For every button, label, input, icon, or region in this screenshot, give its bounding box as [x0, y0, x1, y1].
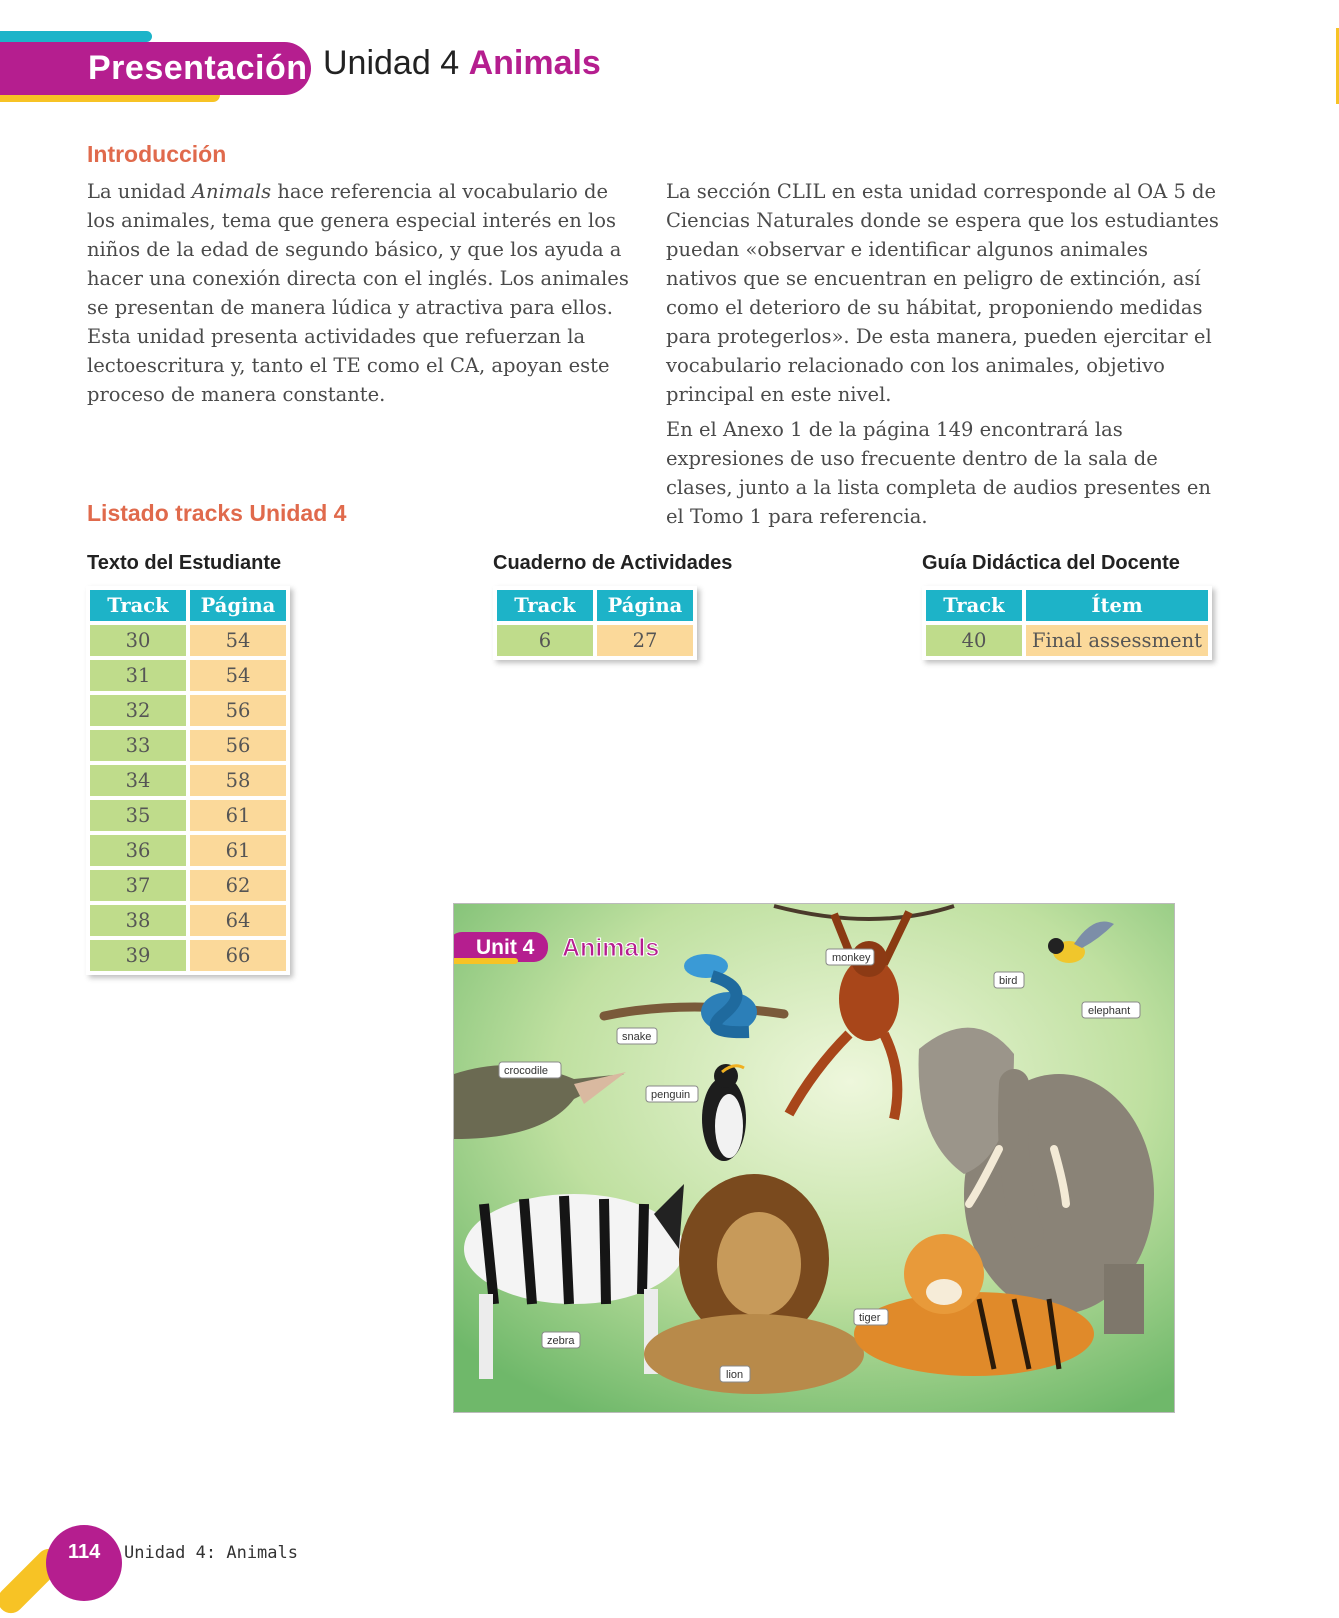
te-cell-track: 37 — [90, 870, 186, 901]
te-cell-value: 54 — [190, 625, 286, 656]
te-cell-value: 61 — [190, 800, 286, 831]
te-table-row — [90, 800, 286, 831]
gdd-cell-value: Final assessment — [1026, 625, 1208, 656]
gdd-header-track: Track — [926, 590, 1022, 621]
intro-left-italic: Animals — [191, 180, 272, 203]
svg-text:monkey: monkey — [832, 952, 871, 964]
te-cell-track: 36 — [90, 835, 186, 866]
label-monkey — [826, 949, 874, 965]
te-table-row — [90, 660, 286, 691]
ca-table-row — [497, 625, 693, 656]
intro-left-column — [87, 177, 632, 415]
label-tiger — [854, 1309, 888, 1325]
label-snake — [617, 1028, 657, 1044]
label-zebra — [542, 1332, 580, 1348]
picture-unit-badge: Unit 4 — [476, 936, 535, 959]
svg-text:crocodile: crocodile — [504, 1065, 549, 1077]
te-header-page: Página — [190, 590, 286, 621]
ca-header-track: Track — [497, 590, 593, 621]
te-table-row — [90, 870, 286, 901]
svg-text:bird: bird — [999, 975, 1018, 987]
gdd-tracks-table — [922, 586, 1212, 660]
te-table-row — [90, 730, 286, 761]
label-penguin — [646, 1086, 698, 1102]
gdd-table-title: Guía Didáctica del Docente — [922, 552, 1180, 574]
te-cell-track: 39 — [90, 940, 186, 971]
te-cell-track: 30 — [90, 625, 186, 656]
te-header-track: Track — [90, 590, 186, 621]
gdd-table-row — [926, 625, 1208, 656]
svg-text:snake: snake — [622, 1031, 652, 1043]
unit-label: Unidad 4 — [323, 44, 460, 82]
te-cell-track: 35 — [90, 800, 186, 831]
label-bird — [994, 972, 1024, 988]
picture-title-text: Animals — [562, 934, 660, 962]
ca-table-title: Cuaderno de Actividades — [493, 552, 733, 574]
header-accent-teal — [0, 31, 152, 42]
te-cell-track: 31 — [90, 660, 186, 691]
label-elephant — [1082, 1002, 1140, 1018]
ca-cell-track: 6 — [497, 625, 593, 656]
page-number: 114 — [68, 1541, 101, 1563]
te-cell-value: 54 — [190, 660, 286, 691]
te-table-row — [90, 765, 286, 796]
te-table-title: Texto del Estudiante — [87, 552, 282, 574]
unit-name: Animals — [468, 44, 601, 82]
label-crocodile — [499, 1062, 561, 1078]
te-table-row — [90, 625, 286, 656]
te-cell-value: 64 — [190, 905, 286, 936]
ca-header-page: Página — [597, 590, 693, 621]
svg-text:tiger: tiger — [859, 1312, 881, 1324]
ca-cell-value: 27 — [597, 625, 693, 656]
te-cell-value: 62 — [190, 870, 286, 901]
intro-left-paragraph — [87, 177, 632, 409]
gdd-cell-track: 40 — [926, 625, 1022, 656]
intro-right-column — [666, 177, 1221, 537]
te-cell-value: 61 — [190, 835, 286, 866]
te-table-row — [90, 835, 286, 866]
te-cell-value: 56 — [190, 695, 286, 726]
intro-left-text-b: hace referencia al vocabulario de los animales, tema que genera especial interés en los niños de la edad de segundo básico, y que los ayuda a hacer una conexión directa con el inglés. Los animales se presentan de manera lúdica y atractiva para ellos. Esta unidad presenta actividades que refuerzan la lectoescritura y, tanto el TE como el CA, apoyan este proceso de manera constante. — [87, 180, 629, 406]
tracks-heading: Listado tracks Unidad 4 — [87, 500, 347, 526]
te-cell-value: 58 — [190, 765, 286, 796]
te-cell-track: 32 — [90, 695, 186, 726]
te-cell-track: 33 — [90, 730, 186, 761]
section-label: Presentación — [88, 49, 308, 87]
label-lion — [720, 1366, 750, 1382]
svg-text:penguin: penguin — [651, 1089, 691, 1101]
te-cell-value: 56 — [190, 730, 286, 761]
te-cell-track: 34 — [90, 765, 186, 796]
section-badge — [0, 42, 311, 95]
te-cell-value: 66 — [190, 940, 286, 971]
te-table-row — [90, 940, 286, 971]
ca-tracks-table — [493, 586, 697, 660]
te-tracks-table — [86, 586, 290, 975]
te-table-row — [90, 695, 286, 726]
svg-text:lion: lion — [726, 1369, 744, 1381]
intro-heading: Introducción — [87, 141, 227, 167]
svg-text:elephant: elephant — [1088, 1005, 1131, 1017]
intro-left-text-a: La unidad — [87, 180, 192, 203]
unit-opener-image — [453, 903, 1175, 1413]
svg-text:zebra: zebra — [547, 1335, 575, 1347]
intro-right-paragraph-1: La sección CLIL en esta unidad corresponde al OA 5 de Ciencias Naturales donde se espera que los estudiantes puedan «observar e identificar algunos animales nativos que se encuentran en peligro de extinción, así como el deterioro de su hábitat, proponiendo medidas para protegerlos». De esta manera, pueden ejercitar el vocabulario relacionado con los animales, objetivo principal en este nivel. — [666, 180, 1219, 406]
footer-unit-text: Unidad 4: Animals — [124, 1543, 298, 1563]
page-title — [323, 44, 601, 83]
intro-right-paragraph-2: En el Anexo 1 de la página 149 encontrará las expresiones de uso frecuente dentro de la sala de clases, junto a la lista completa de audios presentes en el Tomo 1 para referencia. — [666, 418, 1211, 528]
gdd-header-item: Ítem — [1026, 590, 1208, 621]
te-cell-track: 38 — [90, 905, 186, 936]
te-table-row — [90, 905, 286, 936]
